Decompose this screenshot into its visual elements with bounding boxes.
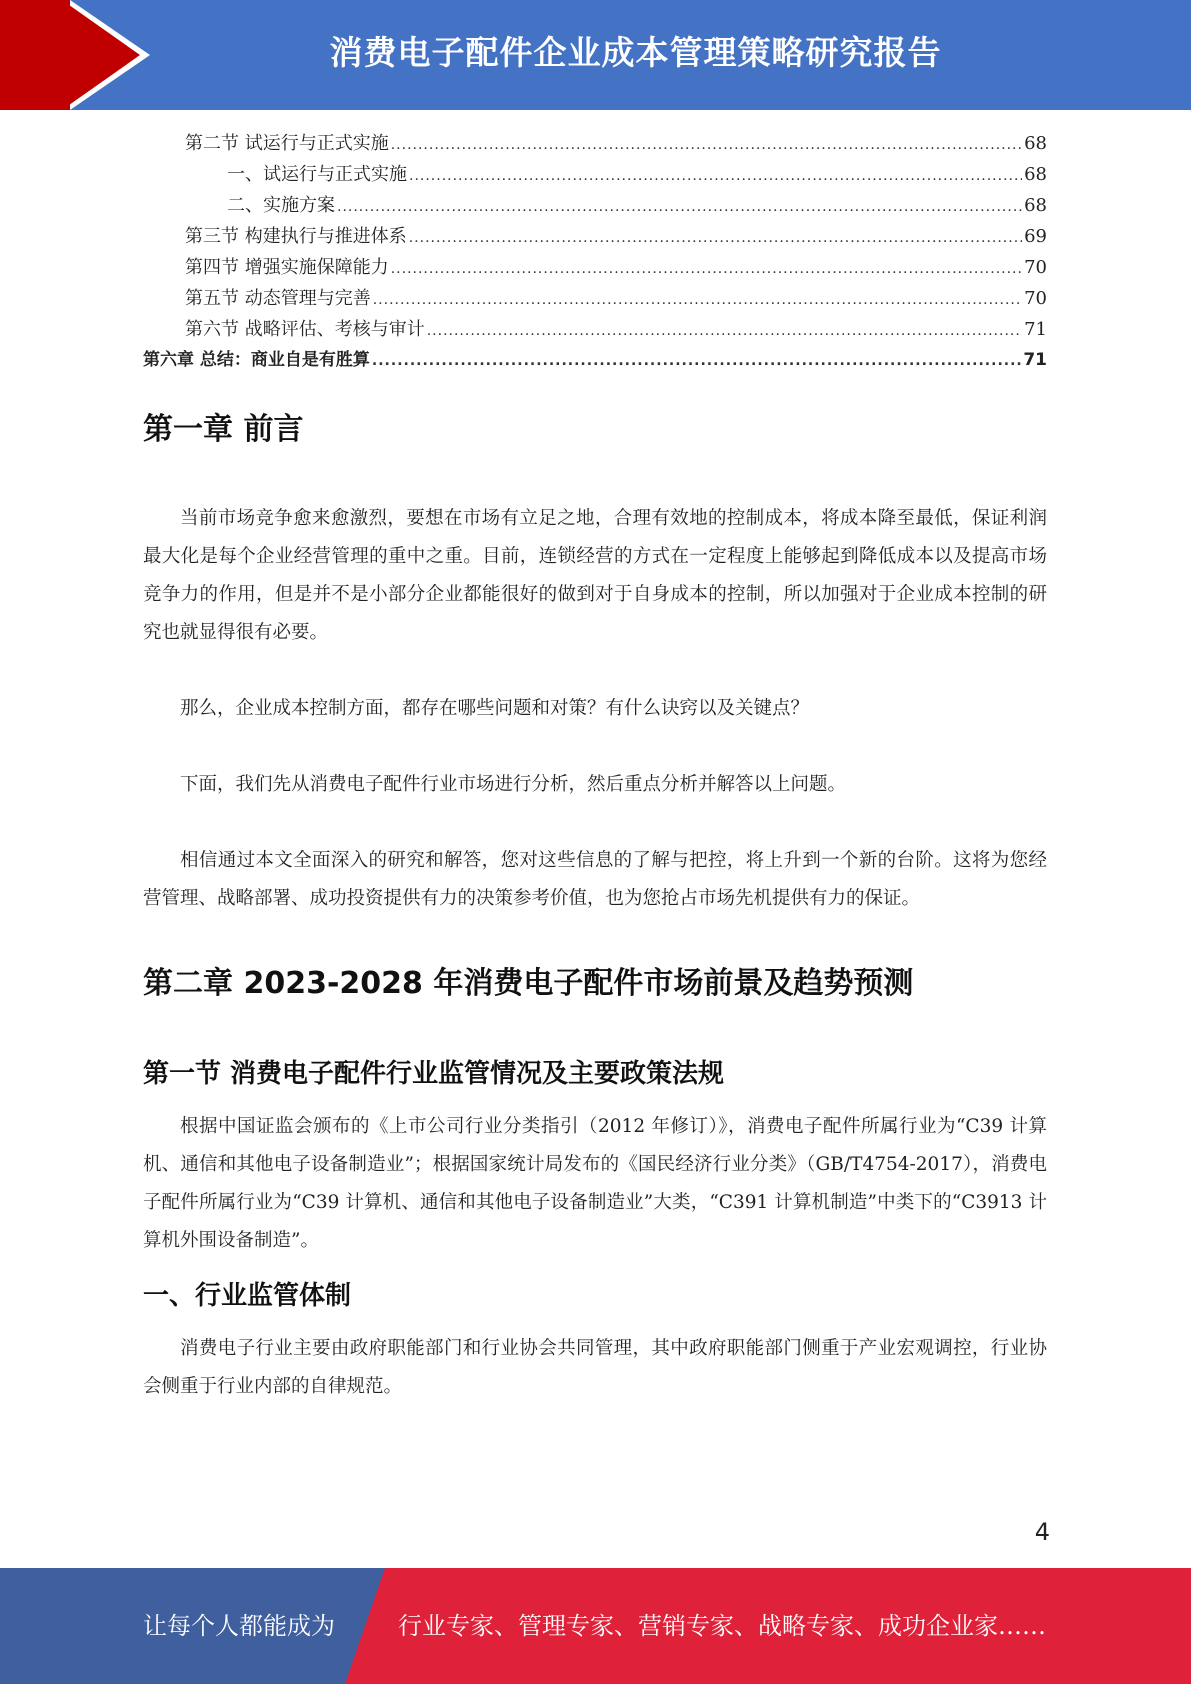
toc-entry-title: 第五节 动态管理与完善: [185, 288, 371, 309]
toc-entry[interactable]: [143, 314, 1047, 345]
toc-entry[interactable]: [143, 345, 1047, 376]
toc-entry-title: 第六节 战略评估、考核与审计: [185, 319, 425, 340]
page-number: 4: [1034, 1518, 1050, 1546]
toc-entry[interactable]: [143, 128, 1047, 159]
toc-entry-page: 70: [1024, 257, 1047, 278]
header-red-block: [0, 0, 70, 110]
toc-entry-page: 70: [1024, 288, 1047, 309]
toc-entry[interactable]: [143, 283, 1047, 314]
footer-slogan-right: 行业专家、管理专家、营销专家、战略专家、成功企业家……: [398, 1612, 1046, 1640]
section-1-paragraph: 根据中国证监会颁布的《上市公司行业分类指引（2012 年修订）》，消费电子配件所属行业为“C39 计算机、通信和其他电子设备制造业”；根据国家统计局发布的《国民经济行业分类》（GB/T4754-2017），消费电子配件所属行业为“C39 计算机、通信和其他电子设备制造业”大类，“C391 计算机制造”中类下的“C3913 计算机外围设备制造”。: [143, 1116, 1047, 1251]
chapter-1-paragraph: 那么，企业成本控制方面，都存在哪些问题和对策？有什么诀窍以及关键点？: [180, 698, 810, 719]
toc-entry-page: 68: [1024, 133, 1047, 154]
subsection-1-heading: 一、行业监管体制: [143, 1281, 352, 1311]
toc-entry-title: 第六章 总结：商业自是有胜算: [143, 350, 370, 370]
toc-entry-page: 68: [1024, 195, 1047, 216]
chapter-1-paragraph: 当前市场竞争愈来愈激烈，要想在市场有立足之地，合理有效地的控制成本，将成本降至最低，保证利润最大化是每个企业经营管理的重中之重。目前，连锁经营的方式在一定程度上能够起到降低成本以及提高市场竞争力的作用，但是并不是小部分企业都能很好的做到对于自身成本的控制，所以加强对于企业成本控制的研究也就显得很有必要。: [143, 508, 1047, 643]
toc-leader-dots: [409, 159, 1022, 192]
toc-entry-title: 第二节 试运行与正式实施: [185, 133, 389, 154]
chapter-1-paragraph: 下面，我们先从消费电子配件行业市场进行分析，然后重点分析并解答以上问题。: [180, 774, 847, 795]
toc-leader-dots: [391, 128, 1022, 161]
toc-leader-dots: [373, 283, 1022, 316]
section-1-heading: 第一节 消费电子配件行业监管情况及主要政策法规: [143, 1059, 725, 1089]
footer-blue-slant: [345, 1568, 385, 1684]
document-title: 消费电子配件企业成本管理策略研究报告: [329, 33, 942, 72]
chapter-1-paragraph: 相信通过本文全面深入的研究和解答，您对这些信息的了解与把控，将上升到一个新的台阶。这将为您经营管理、战略部署、成功投资提供有力的决策参考价值，也为您抢占市场先机提供有力的保证。: [143, 850, 1047, 909]
toc-entry-title: 第三节 构建执行与推进体系: [185, 226, 407, 247]
chapter-2-heading: 第二章 2023-2028 年消费电子配件市场前景及趋势预测: [143, 966, 914, 1001]
toc-entry[interactable]: [143, 221, 1047, 252]
toc-leader-dots: [427, 314, 1022, 347]
subsection-1-paragraph: 消费电子行业主要由政府职能部门和行业协会共同管理，其中政府职能部门侧重于产业宏观调控，行业协会侧重于行业内部的自律规范。: [143, 1338, 1047, 1397]
toc-entry[interactable]: [143, 159, 1047, 190]
main-content: [143, 410, 1047, 1406]
toc-leader-dots: [372, 345, 1021, 377]
toc-entry[interactable]: [143, 190, 1047, 221]
toc-entry-page: 68: [1024, 164, 1047, 185]
header-banner: [0, 0, 1191, 110]
toc-entry-page: 71: [1023, 350, 1047, 370]
table-of-contents: [143, 128, 1047, 376]
toc-entry-title: 二、实施方案: [227, 195, 335, 216]
toc-entry-title: 第四节 增强实施保障能力: [185, 257, 389, 278]
toc-entry-page: 69: [1024, 226, 1047, 247]
toc-leader-dots: [409, 221, 1022, 254]
toc-leader-dots: [337, 190, 1022, 223]
footer-slogan-left: 让每个人都能成为: [143, 1612, 335, 1640]
toc-entry-page: 71: [1024, 319, 1047, 340]
toc-entry-title: 一、试运行与正式实施: [227, 164, 407, 185]
header-red-chevron: [62, 0, 140, 110]
chapter-1-heading: 第一章 前言: [143, 412, 304, 447]
toc-leader-dots: [391, 252, 1022, 285]
toc-entry[interactable]: [143, 252, 1047, 283]
footer-banner: [0, 1568, 1191, 1684]
